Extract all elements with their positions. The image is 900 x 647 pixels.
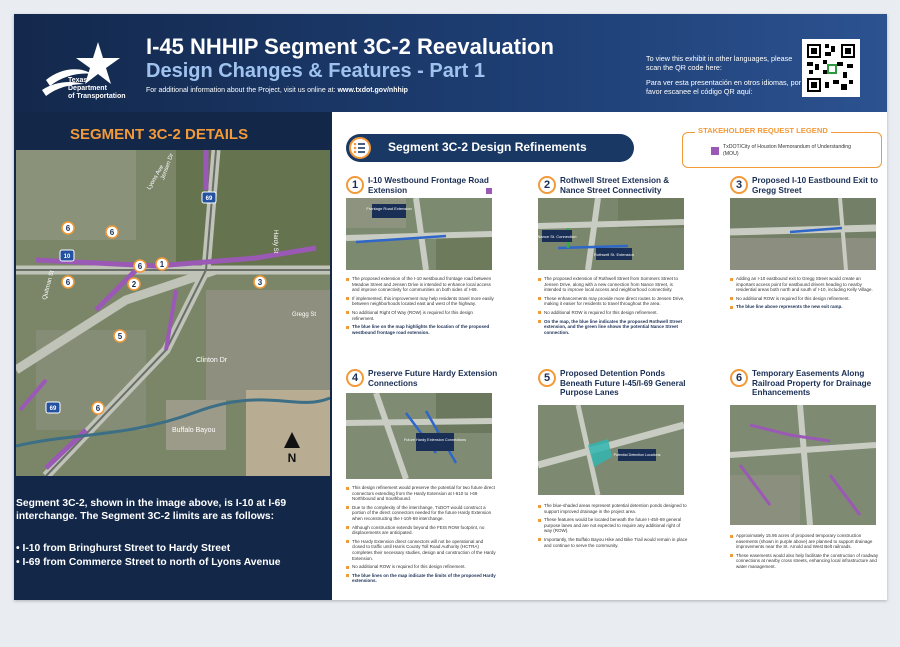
card-number-badge: 2 — [538, 176, 556, 194]
card-bullet-list — [538, 503, 688, 551]
card-bullet: The proposed extension of the I-10 westbound frontage road between Meadow Street and Jensen Drive is intended to enhance local access and improve connectivity for communities on both sides of I-69. — [346, 276, 496, 293]
refinement-card-6 — [730, 369, 880, 599]
card-map-image — [538, 405, 684, 495]
svg-text:2: 2 — [131, 280, 137, 289]
card-number-badge: 5 — [538, 369, 556, 387]
svg-text:10: 10 — [63, 254, 71, 260]
stakeholder-legend — [682, 126, 882, 168]
info-line — [146, 87, 408, 94]
page-title: I-45 NHHIP Segment 3C-2 Reevaluation — [146, 34, 554, 59]
card-bullet: Although construction extends beyond the FEIS ROW footprint, no displacements are anticipated. — [346, 525, 496, 536]
card-bullet: Adding an I-10 eastbound exit to Gregg Street would create an important access point for eastbound drivers heading to nearby residential areas both north and south of I-10, including Kelly Village. — [730, 276, 880, 293]
card-title: Preserve Future Hardy Extension Connections — [368, 369, 498, 388]
design-refinements-header — [346, 134, 634, 162]
qr-instructions — [646, 54, 806, 96]
segment-details-heading: SEGMENT 3C-2 DETAILS — [70, 126, 249, 143]
map-marker-3[interactable] — [254, 276, 266, 288]
map-label-clinton: Clinton Dr — [196, 357, 228, 364]
card-number-badge: 3 — [730, 176, 748, 194]
design-refinements-title: Segment 3C-2 Design Refinements — [388, 140, 587, 154]
card-bullet: Due to the complexity of the interchange, TxDOT would construct a portion of the direct connectors needed for the future Hardy Extension when reconstructing the I-10/I-69 interchange. — [346, 505, 496, 522]
card-bullet: Approximately 15.95 acres of proposed temporary construction easements (shown in purple above) are planned to support drainage improvements near the St. Arnold and West Belt railroads. — [730, 533, 880, 550]
refinement-card-2 — [538, 176, 688, 366]
map-label-quitman: Quitman St — [42, 269, 56, 301]
i69-shield-south-icon — [46, 402, 60, 413]
header-banner — [14, 14, 887, 112]
card-bullet-list — [538, 276, 688, 338]
qr-code-icon[interactable] — [802, 39, 860, 97]
card-number-badge: 1 — [346, 176, 364, 194]
card-bullet: The blue line on the map highlights the location of the proposed westbound frontage road extension. — [346, 324, 496, 335]
svg-text:6: 6 — [65, 224, 71, 233]
card-bullet-list — [730, 276, 880, 313]
segment-description: Segment 3C-2, shown in the image above, is I-10 at I-69 interchange. The Segment 3C-2 limits are as follows: — [16, 498, 287, 522]
card-bullet: These features would be located beneath the future I-45/I-69 general purpose lanes and are not expected to require any additional right of way (ROW). — [538, 517, 688, 534]
svg-text:6: 6 — [137, 262, 143, 271]
card-title: I-10 Westbound Frontage Road Extension — [368, 176, 489, 195]
map-marker-5[interactable] — [114, 330, 126, 342]
mou-marker-icon — [486, 188, 492, 194]
card-number-badge: 6 — [730, 369, 748, 387]
card-bullet: The blue line above represents the new exit ramp. — [730, 304, 880, 310]
card-title: Rothwell Street Extension & Nance Street Connectivity — [560, 176, 670, 195]
card-map-image — [730, 405, 876, 525]
logo-line-3: of Transportation — [68, 93, 126, 100]
info-url-link[interactable]: www.txdot.gov/nhhip — [337, 87, 408, 94]
segment-limit-item: • I-10 from Bringhurst Street to Hardy Street — [16, 542, 328, 556]
logo-line-1: Texas — [68, 77, 88, 84]
card-number-badge: 4 — [346, 369, 364, 387]
legend-title: STAKEHOLDER REQUEST LEGEND — [695, 126, 831, 135]
card-bullet: These enhancements may provide more direct routes to Jensen Drive, making it easier for residents to travel throughout the area. — [538, 296, 688, 307]
svg-text:1: 1 — [159, 260, 165, 269]
refinement-card-4 — [346, 369, 496, 599]
refinement-card-5 — [538, 369, 688, 599]
legend-swatch-mou — [711, 147, 719, 155]
map-label-buffalo-bayou: Buffalo Bayou — [172, 427, 216, 434]
card-map-label: Nance St. Connection — [538, 234, 577, 239]
card-title: Proposed Detention Ponds Beneath Future I-45/I-69 General Purpose Lanes — [560, 369, 686, 397]
svg-text:6: 6 — [65, 278, 71, 287]
segment-limits-list — [16, 542, 328, 570]
card-map-label: Frontage Road Extension — [366, 206, 412, 211]
qr-text-es: Para ver esta presentación en otros idiomas, por favor escanee el código QR aquí: — [646, 78, 802, 96]
legend-label-mou: TxDOT/City of Houston Memorandum of Understanding (MOU) — [723, 144, 852, 157]
card-map-label: Future Hardy Extension Connections — [403, 438, 467, 442]
segment-aerial-map — [16, 150, 330, 476]
card-map-image — [730, 198, 876, 270]
card-title: Temporary Easements Along Railroad Property for Drainage Enhancements — [752, 369, 872, 397]
logo-line-2: Department — [68, 85, 107, 92]
exhibit-board — [14, 14, 887, 600]
card-map-label: Potential Detention Locations — [613, 453, 661, 457]
card-bullet: No additional ROW is required for this design refinement. — [346, 564, 496, 570]
map-label-jensen: Jensen Dr — [160, 152, 176, 181]
card-bullet: No additional ROW is required for this design refinement. — [538, 310, 688, 316]
svg-text:6: 6 — [95, 404, 101, 413]
segment-details-panel — [14, 112, 332, 600]
card-bullet: On the map, the blue line indicates the proposed Rothwell Street extension, and the green line shows the potential Nance Street connection. — [538, 319, 688, 336]
card-bullet: No additional Right Of Way (ROW) is required for this design refinement. — [346, 310, 496, 321]
card-bullet-list — [730, 533, 880, 573]
map-label-lyons: Lyons Ave — [146, 164, 166, 191]
svg-text:3: 3 — [257, 278, 263, 287]
map-label-gregg: Gregg St — [292, 312, 317, 318]
svg-text:69: 69 — [49, 406, 57, 412]
card-map-image — [538, 198, 684, 270]
svg-text:5: 5 — [117, 332, 123, 341]
card-bullet: Importantly, the Buffalo Bayou Hike and Bike Trail would remain in place and continue to serve the community. — [538, 537, 688, 548]
qr-text-en: To view this exhibit in other languages, please scan the QR code here: — [646, 54, 793, 72]
svg-text:N: N — [287, 451, 297, 465]
svg-text:69: 69 — [205, 196, 213, 202]
card-bullet: The blue-shaded areas represent potential detention ponds designed to support improved drainage in the project area. — [538, 503, 688, 514]
card-bullet: These easements would also help facilitate the construction of roadway connections at nearby cross streets, enhancing local infrastructure and water management. — [730, 553, 880, 570]
map-marker-2[interactable] — [128, 278, 140, 290]
card-bullet-list — [346, 485, 496, 587]
map-marker-6b[interactable] — [106, 226, 118, 238]
card-bullet: If implemented, this improvement may help residents travel more easily between neighborhoods located east and west of the highway. — [346, 296, 496, 307]
segment-limit-item: • I-69 from Commerce Street to north of Lyons Avenue — [16, 556, 328, 570]
card-bullet: The Hardy Extension direct connectors will not be operational and closed to traffic until Harris County Toll Road Authority (HCTRA) completes their necessary studies, design and construction of the Hardy Extension. — [346, 539, 496, 561]
card-map-image — [346, 393, 492, 479]
map-marker-6e[interactable] — [92, 402, 104, 414]
logo-text — [68, 77, 128, 101]
card-bullet: This design refinement would preserve the potential for two future direct connectors extending from the Hardy Extension at I-610 to I-69 Northbound and Southbound. — [346, 485, 496, 502]
map-marker-6a[interactable] — [62, 222, 74, 234]
checklist-icon — [349, 137, 371, 159]
map-marker-6c[interactable] — [62, 276, 74, 288]
svg-text:6: 6 — [109, 228, 115, 237]
card-map-label-2: Rothwell St. Extension — [593, 252, 635, 257]
i69-shield-icon — [202, 192, 216, 203]
card-bullet-list — [346, 276, 496, 338]
card-title: Proposed I-10 Eastbound Exit to Gregg Street — [752, 176, 879, 195]
page-subtitle: Design Changes & Features - Part 1 — [146, 60, 485, 82]
info-prefix: For additional information about the Project, visit us online at: — [146, 87, 336, 94]
refinement-card-3 — [730, 176, 880, 366]
card-map-image — [346, 198, 492, 270]
card-bullet: No additional ROW is required for this design refinement. — [730, 296, 880, 302]
card-bullet: The proposed extension of Rothwell Street from Sommers Street to Jensen Drive, along with a new connection from Nance Street, is intended to improve local access and neighborhood connectivity. — [538, 276, 688, 293]
refinement-card-1 — [346, 176, 496, 366]
i10-shield-icon — [60, 250, 74, 261]
map-marker-6d[interactable] — [134, 260, 146, 272]
map-marker-1[interactable] — [156, 258, 168, 270]
card-bullet: The blue lines on the map indicate the limits of the proposed Hardy extensions. — [346, 573, 496, 584]
map-label-hardy: Hardy St — [272, 230, 278, 254]
